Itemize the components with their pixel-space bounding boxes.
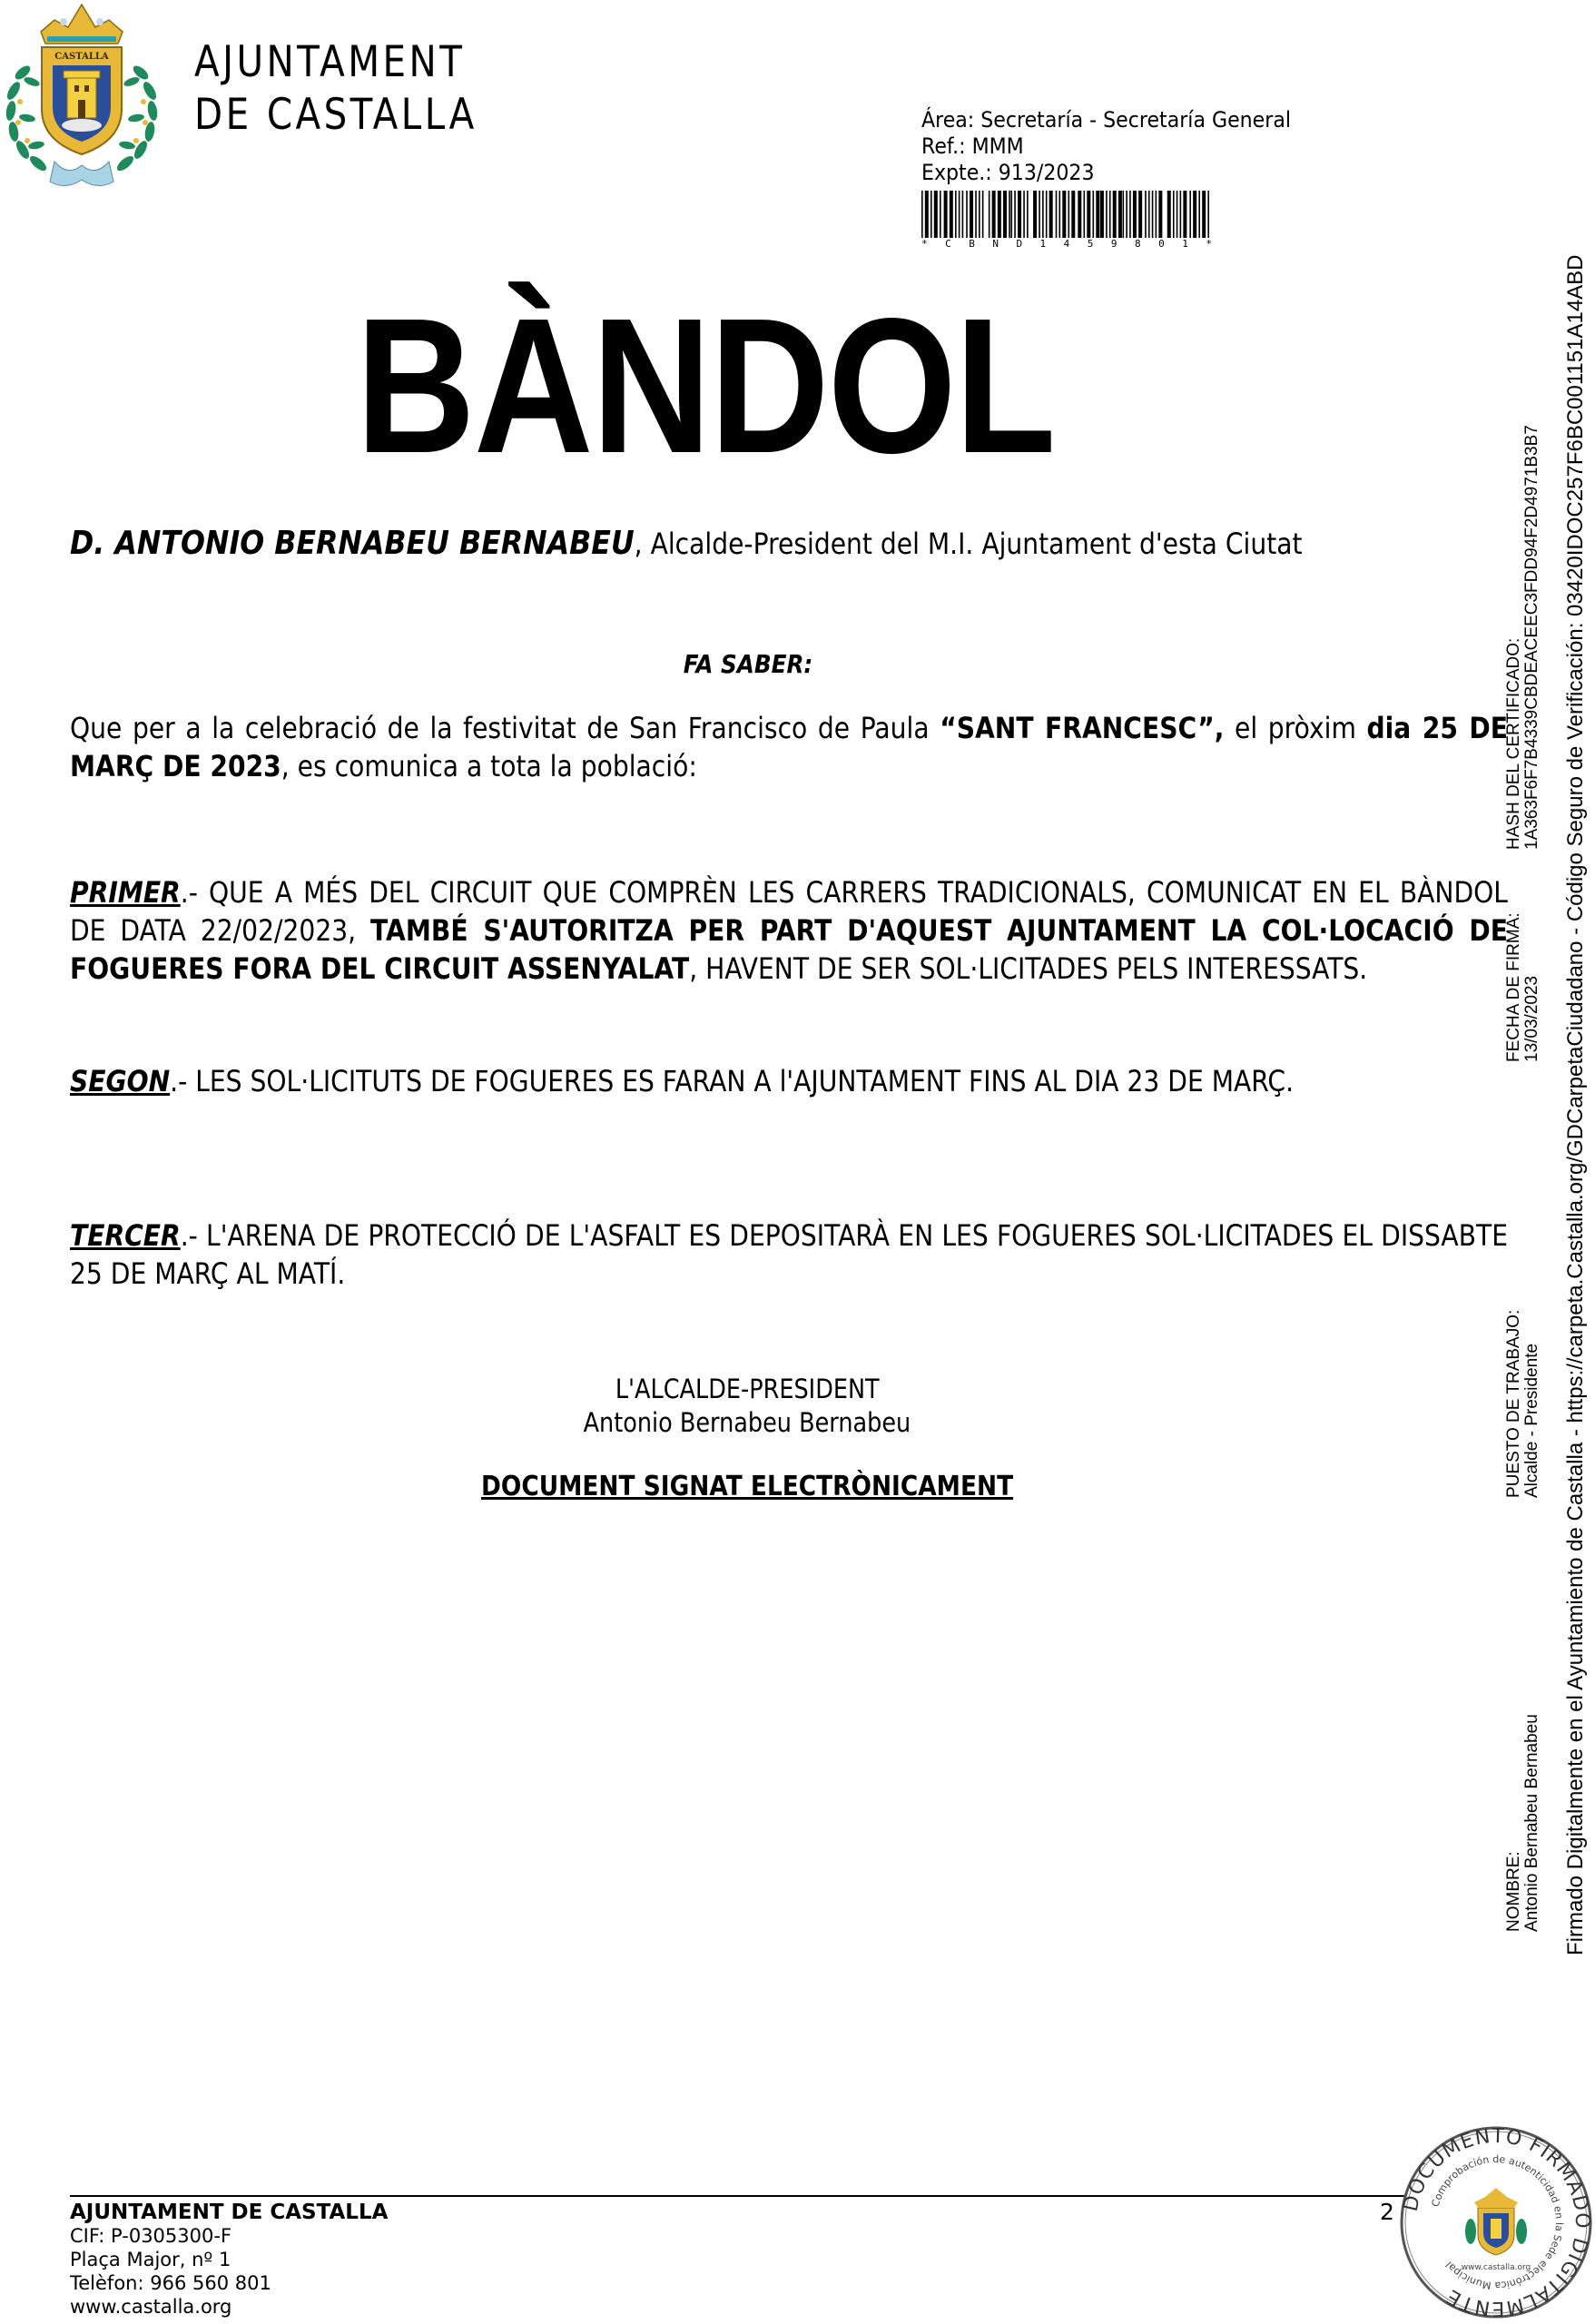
barcode-bar: [1062, 191, 1066, 238]
barcode-bar: [1078, 191, 1081, 238]
barcode-bar: [1084, 191, 1086, 238]
barcode-bar: [1009, 191, 1010, 238]
barcode-bar: [1129, 191, 1131, 238]
barcode-bar: [950, 191, 953, 238]
segon-paragraph: [70, 1062, 1508, 1100]
barcode-bar: [1183, 191, 1186, 238]
p1-bold-2: dia 25 DE MARÇ DE 2023: [70, 711, 1509, 783]
nombre-value: Antonio Bernabeu Bernabeu: [1522, 1714, 1541, 1932]
barcode-bar: [1087, 191, 1090, 238]
barcode-bar: [979, 191, 980, 238]
sidebar-fecha: [1505, 912, 1541, 1062]
seal-inner-text: Comprobación de autenticidad en la Sede electrónica Municipal: [1429, 2152, 1566, 2292]
footer-address: Plaça Major, nº 1: [70, 2249, 231, 2270]
primer-bold: TAMBÉ S'AUTORITZA PER PART D'AQUEST AJUNTAMENT LA COL·LOCACIÓ DE FOGUERES FORA DEL CIRCUIT ASSENYALAT: [70, 913, 1509, 986]
barcode-char: B: [969, 238, 975, 250]
barcode-char: 1: [1039, 238, 1047, 250]
puesto-label: PUESTO DE TRABAJO:: [1504, 1309, 1523, 1498]
barcode-char: *: [1206, 238, 1212, 250]
barcode-bar: [934, 191, 938, 238]
barcode-char: 5: [1087, 238, 1094, 250]
electronically-signed-notice: [0, 1471, 1494, 1502]
digital-signature-seal: [1398, 2124, 1594, 2320]
barcode-bar: [998, 191, 1001, 238]
barcode-bar: [1193, 191, 1196, 238]
barcode-bar: [1023, 191, 1025, 238]
barcode-bar: [1126, 191, 1127, 238]
barcode-bar: [944, 191, 948, 238]
fa-saber-text: FA SABER:: [683, 649, 812, 679]
barcode-bar: [975, 191, 977, 238]
barcode-bar: [1106, 191, 1108, 238]
signature-name: [0, 1406, 1494, 1439]
barcode-bar: [1039, 191, 1040, 238]
barcode-bar: [940, 191, 941, 238]
signature-title-text: L'ALCALDE-PRESIDENT: [615, 1374, 880, 1404]
footer-divider: [70, 2195, 1404, 2197]
barcode-bar: [921, 191, 923, 238]
primer-paragraph: [70, 873, 1508, 988]
tercer-label: TERCER: [70, 1218, 181, 1253]
expte-text: Expte.: 913/2023: [921, 160, 1095, 185]
barcode-bar: [1177, 191, 1178, 238]
barcode-char: N: [992, 238, 999, 250]
barcode-bar: [1167, 191, 1171, 238]
p1-text-1: Que per a la celebració de la festivitat de San Francisco de Paula: [70, 711, 940, 745]
barcode-bar: [1118, 191, 1122, 238]
seal-web: www.castalla.org: [1461, 2263, 1531, 2272]
brand-name: [194, 36, 478, 142]
barcode-bar: [1109, 191, 1111, 238]
barcode-bar: [1033, 191, 1037, 238]
barcode-bar: [1042, 191, 1044, 238]
barcode-bar: [1148, 191, 1150, 238]
fecha-label: FECHA DE FIRMA:: [1504, 912, 1523, 1062]
sidebar-nombre: [1505, 1714, 1541, 1932]
coat-of-arms-logo: [0, 0, 163, 195]
segon-label: SEGON: [70, 1064, 171, 1098]
barcode-bar: [959, 191, 960, 238]
signature-title: [0, 1373, 1494, 1405]
barcode-char: D: [1016, 238, 1023, 250]
barcode-bar: [1027, 191, 1029, 238]
barcode-bar: [1138, 191, 1142, 238]
barcode-bar: [1093, 191, 1095, 238]
signed-text: DOCUMENT SIGNAT ELECTRÒNICAMENT: [480, 1471, 1014, 1502]
barcode-char: C: [945, 238, 951, 250]
barcode-char: *: [921, 238, 928, 250]
puesto-value: Alcalde - Presidente: [1522, 1343, 1541, 1498]
fecha-value: 13/03/2023: [1522, 975, 1541, 1062]
document-title: BÀNDOL: [356, 278, 1055, 493]
footer-org-name: AJUNTAMENT DE CASTALLA: [70, 2201, 389, 2224]
barcode-bar: [1096, 191, 1099, 238]
seal-outer-text: DOCUMENTO FIRMADO DIGITALMENTE: [1399, 2124, 1594, 2320]
footer-web: www.castalla.org: [70, 2296, 232, 2318]
footer-phone: Telèfon: 966 560 801: [70, 2272, 271, 2294]
barcode-bar: [1198, 191, 1200, 238]
barcode-bar: [1189, 191, 1191, 238]
barcode-bar: [1003, 191, 1007, 238]
barcode-bar: [1046, 191, 1048, 238]
footer-cif: CIF: P-0305300-F: [70, 2225, 232, 2247]
barcode-bar: [1113, 191, 1117, 238]
barcode-bar: [992, 191, 996, 238]
svg-text:CASTALLA: CASTALLA: [54, 52, 109, 62]
intro-rest: , Alcalde-President del M.I. Ajuntament d'esta Ciutat: [634, 527, 1303, 561]
barcode-bar: [970, 191, 973, 238]
sidebar-hash: [1505, 425, 1541, 850]
intro-paragraph: [70, 525, 1516, 563]
barcode-bar: [1180, 191, 1182, 238]
barcode-bar: [1056, 191, 1058, 238]
barcode-caption: [921, 238, 1212, 250]
barcode-char: 9: [1110, 238, 1117, 250]
barcode-bar: [1145, 191, 1147, 238]
barcode-bar: [1058, 191, 1060, 238]
sidebar-puesto: [1505, 1310, 1541, 1498]
brand-line-1: AJUNTAMENT: [194, 37, 466, 87]
barcode-bar: [1207, 191, 1209, 238]
tercer-text: .- L'ARENA DE PROTECCIÓ DE L'ASFALT ES DEPOSITARÀ EN LES FOGUERES SOL·LICITADES EL DISSABTE 25 DE MARÇ AL MATÍ.: [70, 1218, 1509, 1291]
barcode-bar: [955, 191, 957, 238]
document-metadata: [921, 107, 1291, 186]
barcode-bar: [1156, 191, 1157, 238]
barcode-bar: [1014, 191, 1016, 238]
barcode-bar: [1049, 191, 1053, 238]
segon-text: .- LES SOL·LICITUTS DE FOGUERES ES FARAN A l'AJUNTAMENT FINS AL DIA 23 DE MARÇ.: [170, 1064, 1295, 1098]
barcode-bar: [989, 191, 990, 238]
primer-label: PRIMER: [70, 875, 181, 910]
barcode-bar: [1010, 191, 1012, 238]
barcode-bar: [1071, 191, 1075, 238]
fa-saber-heading: [0, 649, 1595, 679]
barcode-char: 1: [1182, 238, 1188, 250]
hash-value: 1A363F6F7B4339CBDEACEEC3FDD94F2D4971B3B7: [1522, 425, 1541, 850]
signature-name-text: Antonio Bernabeu Bernabeu: [583, 1407, 911, 1438]
barcode-bar: [1202, 191, 1206, 238]
primer-text-2: , HAVENT DE SER SOL·LICITADES PELS INTERESSATS.: [689, 951, 1368, 986]
barcode-char: 0: [1158, 238, 1165, 250]
barcode-bar: [1173, 191, 1175, 238]
barcode: [921, 191, 1212, 238]
barcode-char: 4: [1063, 238, 1070, 250]
barcode-bar: [1123, 191, 1125, 238]
barcode-bar: [1068, 191, 1069, 238]
barcode-bar: [1018, 191, 1021, 238]
barcode-bar: [925, 191, 929, 238]
barcode-bar: [930, 191, 932, 238]
barcode-bar: [1158, 191, 1162, 238]
p1-text-2: el pròxim: [1224, 711, 1367, 745]
footer-contact: [70, 2201, 388, 2319]
nombre-label: NOMBRE:: [1504, 1851, 1523, 1932]
page-number: 2: [1380, 2199, 1394, 2225]
barcode-bar: [1152, 191, 1154, 238]
barcode-bar: [966, 191, 968, 238]
hash-label: HASH DEL CERTIFICADO:: [1504, 637, 1523, 850]
primer-text-1: .- QUE A MÉS DEL CIRCUIT QUE COMPRÈN LES CARRERS TRADICIONALS, COMUNICAT EN EL BÀNDOL DE DATA 22/02/2023,: [70, 875, 1509, 948]
announcement-paragraph: [70, 709, 1508, 785]
barcode-bar: [1133, 191, 1137, 238]
barcode-bar: [982, 191, 984, 238]
p1-bold-1: “SANT FRANCESC”,: [940, 711, 1225, 745]
verification-text: Firmado Digitalmente en el Ayuntamiento de Castalla - https://carpeta.Castalla.org/GDCarpetaCiudadano - Código Seguro de Verificación: 03420IDOC257F6BC001151A14ABD: [1563, 254, 1588, 1955]
p1-text-3: , es comunica a tota la població:: [281, 749, 697, 783]
brand-line-2: DE CASTALLA: [194, 90, 478, 140]
area-text: Área: Secretaría - Secretaría General: [921, 107, 1292, 133]
ref-text: Ref.: MMM: [921, 133, 1024, 159]
tercer-paragraph: [70, 1216, 1508, 1293]
barcode-bar: [962, 191, 964, 238]
barcode-bar: [1100, 191, 1104, 238]
barcode-char: 8: [1134, 238, 1141, 250]
sidebar-verification: [1564, 254, 1588, 1955]
mayor-name: D. ANTONIO BERNABEU BERNABEU: [70, 525, 635, 562]
